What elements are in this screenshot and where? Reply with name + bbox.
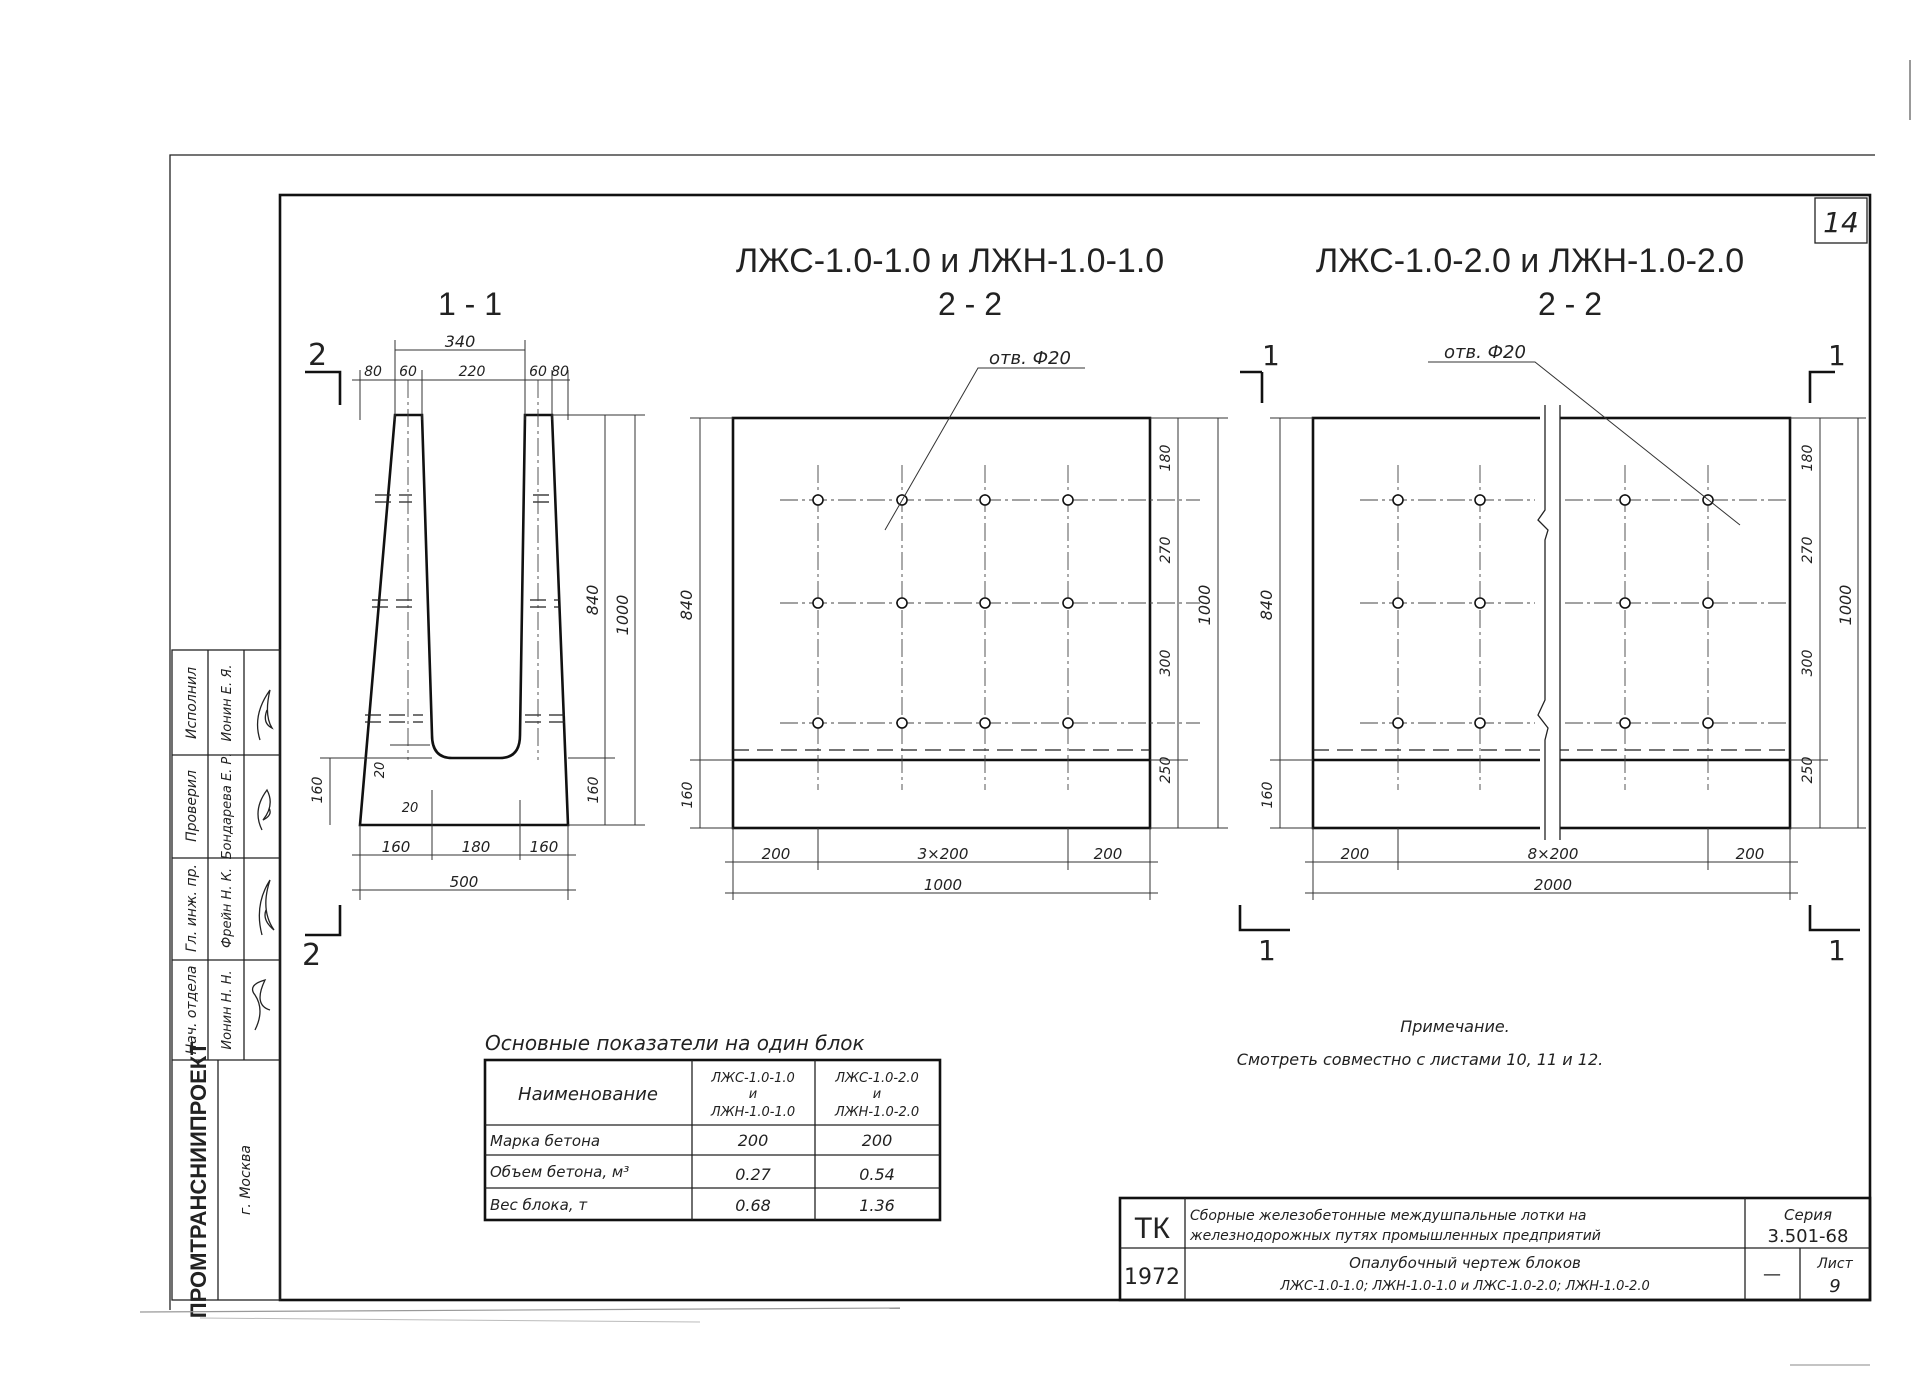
svg-text:80: 80 [364, 364, 382, 380]
svg-text:ЛЖС-1.0-1.0; ЛЖН-1.0-1.0 и ЛЖС: ЛЖС-1.0-1.0; ЛЖН-1.0-1.0 и ЛЖС-1.0-2.0; ЛЖН-1.0-2.0 [1280, 1279, 1650, 1294]
cut-mark-1-br: 1 [1828, 934, 1846, 967]
signature-2 [259, 880, 274, 935]
svg-text:250: 250 [1800, 756, 1816, 784]
org-name: ПРОМТРАНСНИИПРОЕКТ [186, 1041, 211, 1319]
series-label: Серия [1784, 1206, 1832, 1224]
svg-text:80: 80 [551, 364, 569, 380]
svg-text:200: 200 [861, 1131, 893, 1150]
svg-text:160: 160 [381, 838, 411, 856]
svg-text:270: 270 [1158, 536, 1174, 564]
svg-text:60: 60 [399, 364, 417, 380]
svg-text:840: 840 [1257, 589, 1276, 621]
section-1-1 [302, 332, 645, 973]
signature-4 [258, 690, 272, 740]
svg-text:250: 250 [1158, 756, 1174, 784]
title-block [1120, 1198, 1870, 1300]
svg-text:Нач. отдела: Нач. отдела [184, 965, 200, 1055]
svg-text:Марка бетона: Марка бетона [490, 1132, 601, 1150]
svg-text:Опалубочный чертеж блоков: Опалубочный чертеж блоков [1349, 1254, 1581, 1272]
svg-text:1000: 1000 [1836, 584, 1855, 626]
left-stamp [172, 650, 280, 1318]
svg-text:200: 200 [761, 845, 791, 863]
note [1237, 1017, 1603, 1069]
svg-text:60: 60 [529, 364, 547, 380]
sheet-number: 14 [1823, 206, 1859, 239]
svg-text:160: 160 [680, 781, 696, 809]
svg-text:Фрейн Н. К.: Фрейн Н. К. [220, 868, 235, 948]
table-header-name: Наименование [518, 1084, 658, 1105]
svg-text:железнодорожных путях промышле: железнодорожных путях промышленных предприятий [1190, 1228, 1601, 1244]
svg-text:ЛЖН-1.0-2.0: ЛЖН-1.0-2.0 [834, 1105, 920, 1120]
hole-note-a: отв. Ф20 [989, 348, 1071, 369]
svg-text:300: 300 [1158, 649, 1174, 677]
elevation-a-subtitle: 2 - 2 [937, 286, 1003, 322]
dash: — [1763, 1264, 1781, 1285]
holes-a [813, 495, 1073, 728]
svg-text:270: 270 [1800, 536, 1816, 564]
elevation-b [1240, 339, 1866, 967]
svg-text:Ионин Н. Н.: Ионин Н. Н. [220, 970, 235, 1050]
svg-text:160: 160 [1260, 781, 1276, 809]
svg-text:0.68: 0.68 [735, 1196, 771, 1215]
cut-mark-1-tr: 1 [1828, 339, 1846, 372]
elevation-a-title: ЛЖС-1.0-1.0 и ЛЖН-1.0-1.0 [735, 242, 1165, 280]
signature-3 [258, 790, 270, 830]
svg-text:8×200: 8×200 [1527, 845, 1579, 863]
svg-text:и: и [872, 1087, 882, 1102]
svg-text:Исполнил: Исполнил [184, 666, 200, 740]
svg-text:200: 200 [1340, 845, 1370, 863]
svg-text:840: 840 [677, 589, 696, 621]
svg-text:180: 180 [461, 838, 491, 856]
svg-text:340: 340 [444, 332, 476, 351]
series-value: 3.501-68 [1767, 1226, 1849, 1247]
elevation-b-subtitle: 2 - 2 [1537, 286, 1603, 322]
svg-text:180: 180 [1158, 444, 1174, 472]
svg-text:300: 300 [1800, 649, 1816, 677]
svg-text:1000: 1000 [613, 594, 632, 636]
svg-text:500: 500 [449, 873, 479, 891]
svg-text:2000: 2000 [1533, 876, 1573, 894]
cut-mark-2-bottom: 2 [302, 938, 322, 973]
cut-mark-1-tl: 1 [1262, 339, 1280, 372]
indicators-table [485, 1031, 940, 1220]
svg-text:Бондарева Е. Р.: Бондарева Е. Р. [220, 752, 235, 860]
table-title: Основные показатели на один блок [485, 1031, 865, 1055]
svg-text:ЛЖС-1.0-1.0: ЛЖС-1.0-1.0 [711, 1071, 795, 1086]
sheet-label: Лист [1817, 1256, 1853, 1272]
svg-text:20: 20 [373, 761, 388, 779]
svg-text:ЛЖН-1.0-1.0: ЛЖН-1.0-1.0 [710, 1105, 796, 1120]
table-row [490, 1131, 892, 1150]
svg-text:ЛЖС-1.0-2.0: ЛЖС-1.0-2.0 [835, 1071, 919, 1086]
svg-text:200: 200 [1735, 845, 1765, 863]
scan-artifacts [140, 1308, 1870, 1365]
sheet-value: 9 [1829, 1276, 1841, 1297]
note-title: Примечание. [1400, 1017, 1510, 1036]
svg-text:1000: 1000 [1195, 584, 1214, 626]
svg-text:20: 20 [401, 801, 419, 816]
tk-logo: ТК [1134, 1212, 1170, 1245]
elevation-a [677, 348, 1228, 900]
svg-text:Вес блока, т: Вес блока, т [490, 1196, 588, 1214]
svg-text:200: 200 [737, 1131, 769, 1150]
svg-text:3×200: 3×200 [917, 845, 969, 863]
note-text: Смотреть совместно с листами 10, 11 и 12. [1236, 1050, 1604, 1069]
svg-text:и: и [748, 1087, 758, 1102]
org-city: г. Москва [238, 1145, 254, 1215]
hole-note-b: отв. Ф20 [1444, 342, 1526, 363]
svg-text:1.36: 1.36 [859, 1196, 895, 1215]
svg-text:200: 200 [1093, 845, 1123, 863]
sheet-number-box [1815, 198, 1867, 243]
cut-mark-2-top: 2 [308, 338, 328, 373]
svg-text:0.54: 0.54 [859, 1165, 895, 1184]
section-1-1-title: 1 - 1 [437, 286, 503, 322]
svg-text:160: 160 [586, 776, 602, 804]
signature-1 [253, 980, 270, 1030]
svg-text:180: 180 [1800, 444, 1816, 472]
year: 1972 [1124, 1265, 1180, 1290]
svg-text:0.27: 0.27 [735, 1165, 771, 1184]
svg-text:220: 220 [458, 364, 486, 380]
cut-mark-1-bl: 1 [1258, 934, 1276, 967]
svg-text:160: 160 [310, 776, 326, 804]
elevation-b-title: ЛЖС-1.0-2.0 и ЛЖН-1.0-2.0 [1315, 242, 1745, 280]
svg-text:160: 160 [529, 838, 559, 856]
svg-text:1000: 1000 [923, 876, 963, 894]
svg-text:Сборные железобетонные междушп: Сборные железобетонные междушпальные лотки на [1190, 1208, 1587, 1224]
svg-text:Объем бетона, м³: Объем бетона, м³ [490, 1163, 630, 1181]
svg-text:Ионин Е. Я.: Ионин Е. Я. [220, 664, 235, 742]
svg-text:840: 840 [583, 584, 602, 616]
svg-text:Проверил: Проверил [184, 770, 200, 842]
svg-text:Гл. инж. пр.: Гл. инж. пр. [184, 864, 200, 952]
